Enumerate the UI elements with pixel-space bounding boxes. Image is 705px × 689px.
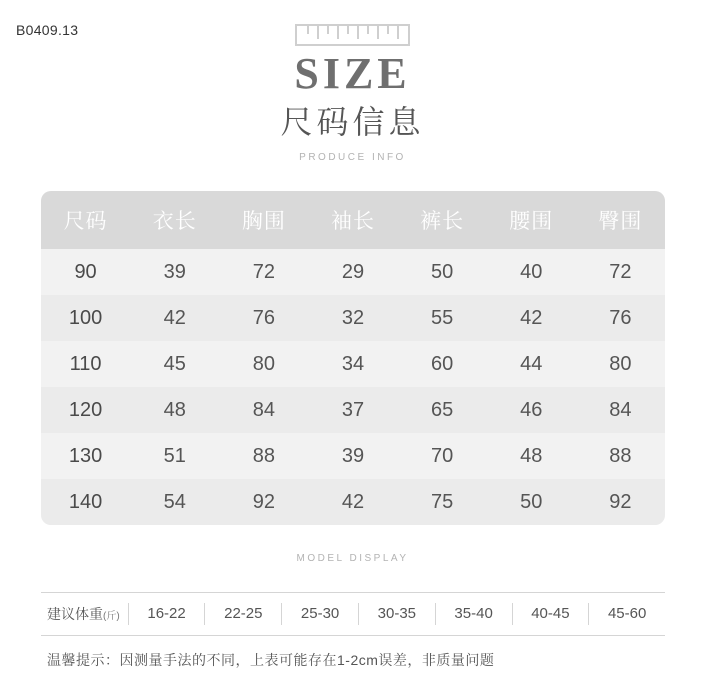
table-cell: 50	[398, 249, 487, 295]
model-display-caption: MODEL DISPLAY	[296, 553, 409, 564]
table-cell: 76	[576, 295, 665, 341]
recommended-weight-label	[41, 604, 128, 624]
table-cell: 88	[576, 433, 665, 479]
table-cell: 48	[487, 433, 576, 479]
table-cell: 55	[398, 295, 487, 341]
table-row	[41, 295, 665, 341]
table-row	[41, 433, 665, 479]
ruler-icon	[295, 24, 410, 46]
weight-cell: 40-45	[512, 603, 589, 625]
table-cell: 40	[487, 249, 576, 295]
table-cell: 70	[398, 433, 487, 479]
table-cell: 76	[219, 295, 308, 341]
table-cell: 34	[308, 341, 397, 387]
table-cell: 75	[398, 479, 487, 525]
table-cell: 84	[576, 387, 665, 433]
size-table	[41, 191, 665, 525]
table-header-cell: 袖长	[308, 191, 397, 249]
table-cell: 48	[130, 387, 219, 433]
table-cell: 39	[308, 433, 397, 479]
table-header-row	[41, 191, 665, 249]
table-row	[41, 387, 665, 433]
table-cell: 72	[576, 249, 665, 295]
sku-code: B0409.13	[16, 22, 79, 38]
table-cell: 54	[130, 479, 219, 525]
measurement-note: 温馨提示：因测量手法的不同，上表可能存在1-2cm误差，非质量问题	[47, 652, 495, 668]
table-cell: 80	[219, 341, 308, 387]
weight-cell: 25-30	[281, 603, 358, 625]
weight-label-text: 建议体重	[47, 606, 103, 622]
table-cell: 45	[130, 341, 219, 387]
table-cell: 50	[487, 479, 576, 525]
size-table-wrapper	[41, 191, 665, 525]
table-cell: 51	[130, 433, 219, 479]
table-cell: 80	[576, 341, 665, 387]
table-cell: 140	[41, 479, 130, 525]
table-header-cell: 臀围	[576, 191, 665, 249]
table-cell: 42	[130, 295, 219, 341]
table-cell: 44	[487, 341, 576, 387]
table-cell: 100	[41, 295, 130, 341]
weight-cell: 45-60	[588, 603, 665, 625]
title-size-cn: 尺码信息	[280, 104, 425, 140]
table-cell: 88	[219, 433, 308, 479]
title-size: SIZE	[294, 49, 411, 98]
table-row	[41, 479, 665, 525]
table-cell: 42	[487, 295, 576, 341]
table-cell: 84	[219, 387, 308, 433]
table-header-cell: 胸围	[219, 191, 308, 249]
size-header	[0, 24, 705, 163]
recommended-weight-row	[41, 592, 665, 636]
table-cell: 92	[576, 479, 665, 525]
table-cell: 46	[487, 387, 576, 433]
table-cell: 60	[398, 341, 487, 387]
weight-cell: 35-40	[435, 603, 512, 625]
table-cell: 42	[308, 479, 397, 525]
table-cell: 92	[219, 479, 308, 525]
table-cell: 32	[308, 295, 397, 341]
table-cell: 39	[130, 249, 219, 295]
table-cell: 90	[41, 249, 130, 295]
table-cell: 29	[308, 249, 397, 295]
table-cell: 37	[308, 387, 397, 433]
table-header-cell: 裤长	[398, 191, 487, 249]
title-subtitle: PRODUCE INFO	[299, 152, 406, 163]
table-header-cell: 尺码	[41, 191, 130, 249]
table-cell: 72	[219, 249, 308, 295]
table-cell: 130	[41, 433, 130, 479]
weight-cell: 16-22	[128, 603, 205, 625]
table-header-cell: 衣长	[130, 191, 219, 249]
table-cell: 120	[41, 387, 130, 433]
table-header-cell: 腰围	[487, 191, 576, 249]
table-row	[41, 249, 665, 295]
table-cell: 110	[41, 341, 130, 387]
weight-cell: 30-35	[358, 603, 435, 625]
weight-label-unit: (斤)	[103, 611, 120, 622]
table-cell: 65	[398, 387, 487, 433]
weight-cell: 22-25	[204, 603, 281, 625]
table-row	[41, 341, 665, 387]
